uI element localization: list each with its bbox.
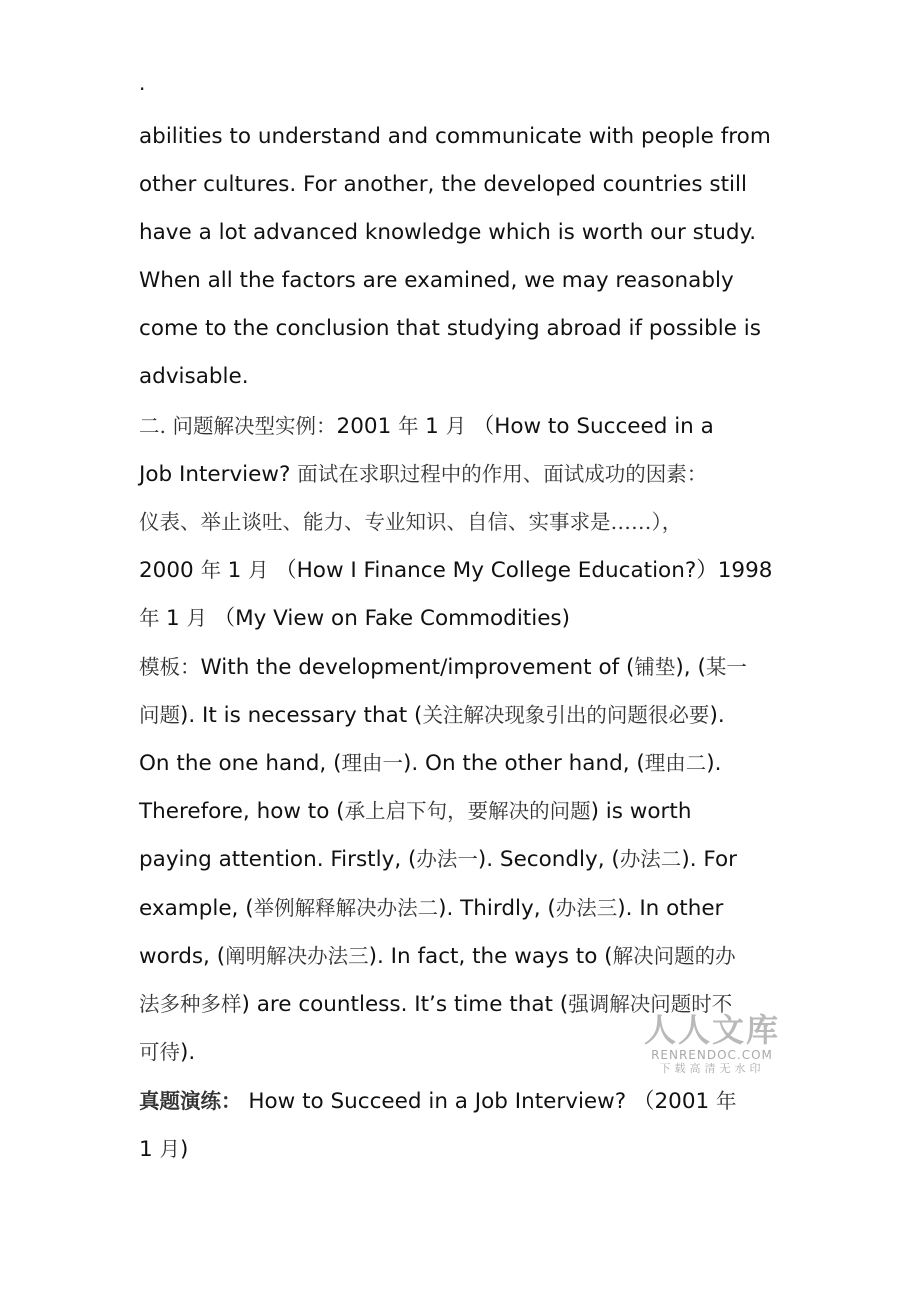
body-line-1 bbox=[139, 122, 789, 152]
text-run: 承上启下句，要解决的问题 bbox=[344, 799, 591, 823]
text-run: ) are countless. It’s time that ( bbox=[241, 992, 569, 1017]
body-line-9 bbox=[139, 507, 789, 538]
text-run: other cultures. For another, the developed countries still bbox=[139, 172, 747, 197]
text-run: 月 bbox=[159, 1137, 181, 1161]
text-run: 1 bbox=[139, 1137, 160, 1162]
text-run: ). For bbox=[681, 847, 737, 872]
template-line-2 bbox=[139, 700, 789, 731]
text-run: 2001 bbox=[336, 414, 399, 439]
text-run: 可待 bbox=[139, 1040, 180, 1064]
text-run: ). bbox=[709, 703, 725, 728]
text-run: 办法二 bbox=[619, 847, 682, 871]
text-run: ), ( bbox=[675, 655, 706, 680]
watermark-logo bbox=[642, 1012, 782, 1076]
body-line-2 bbox=[139, 170, 789, 200]
text-run: ). bbox=[706, 751, 722, 776]
body-line-4 bbox=[139, 266, 789, 296]
body-line-11 bbox=[139, 603, 789, 634]
text-run: example, ( bbox=[139, 896, 254, 921]
body-line-10 bbox=[139, 555, 789, 586]
template-label: 模板： bbox=[139, 655, 201, 679]
page-top-mark: . bbox=[139, 71, 146, 95]
text-run: abilities to understand and communicate with people from bbox=[139, 124, 771, 149]
template-line-1 bbox=[139, 652, 789, 683]
text-run: 举例解释解决办法二 bbox=[253, 896, 439, 920]
text-run: 办法三 bbox=[555, 896, 618, 920]
text-run: （How to Succeed in a bbox=[472, 414, 714, 439]
text-run: Therefore, how to ( bbox=[139, 799, 345, 824]
text-run: 月 bbox=[186, 606, 214, 630]
text-run: 月 bbox=[248, 558, 276, 582]
text-run: have a lot advanced knowledge which is worth our study. bbox=[139, 220, 757, 245]
text-run: 关注解决现象引出的问题很必要 bbox=[422, 703, 710, 727]
text-run: come to the conclusion that studying abroad if possible is bbox=[139, 316, 761, 341]
text-run: 理由一 bbox=[341, 751, 403, 775]
text-run: 面试在求职过程中的作用、面试成功的因素： bbox=[297, 462, 708, 486]
text-run: ). Thirdly, ( bbox=[438, 896, 556, 921]
text-run: 问题 bbox=[139, 703, 180, 727]
text-run: How to Succeed in a Job Interview? （2001 bbox=[241, 1089, 717, 1114]
text-run: 2000 bbox=[139, 558, 201, 583]
text-run: 1 bbox=[166, 606, 187, 631]
template-line-7 bbox=[139, 941, 789, 972]
body-line-5 bbox=[139, 314, 789, 344]
text-run: advisable. bbox=[139, 364, 249, 389]
practice-date-line bbox=[139, 1134, 789, 1165]
watermark-subtitle: 下载高清无水印 bbox=[659, 1062, 765, 1075]
text-run: 年 bbox=[716, 1089, 737, 1113]
text-run: ). It is necessary that ( bbox=[180, 703, 423, 728]
template-line-6 bbox=[139, 893, 789, 924]
body-line-8 bbox=[139, 459, 789, 490]
text-run: ). In fact, the ways to ( bbox=[368, 944, 613, 969]
text-run: On the one hand, ( bbox=[139, 751, 342, 776]
practice-label: 真题演练： bbox=[139, 1089, 242, 1113]
text-run: 强调解决问题时不 bbox=[568, 992, 733, 1016]
text-run: 理由二 bbox=[644, 751, 707, 775]
text-run: ). In other bbox=[617, 896, 724, 921]
text-run: （How I Finance My College Education?）1998 bbox=[275, 558, 773, 583]
text-run: paying attention. Firstly, ( bbox=[139, 847, 417, 872]
template-line-5 bbox=[139, 844, 789, 875]
text-run: ) is worth bbox=[590, 799, 692, 824]
text-run: 阐明解决办法三 bbox=[225, 944, 369, 968]
text-run: ). bbox=[180, 1040, 196, 1065]
text-run: 年 bbox=[139, 606, 167, 630]
text-run: ) bbox=[180, 1137, 189, 1162]
text-run: ). Secondly, ( bbox=[477, 847, 620, 872]
template-line-4 bbox=[139, 796, 789, 827]
body-line-6 bbox=[139, 362, 789, 392]
body-line-3 bbox=[139, 218, 789, 248]
text-run: 法多种多样 bbox=[139, 992, 242, 1016]
text-run: words, ( bbox=[139, 944, 226, 969]
practice-heading-line bbox=[139, 1086, 789, 1117]
section-heading: 二. 问题解决型实例： bbox=[139, 414, 337, 438]
text-run: 年 bbox=[200, 558, 228, 582]
template-line-3 bbox=[139, 748, 789, 779]
text-run: 铺垫 bbox=[634, 655, 676, 679]
text-run: 解决问题的办 bbox=[612, 944, 736, 968]
text-run: 月 bbox=[445, 414, 473, 438]
text-run: ). On the other hand, ( bbox=[402, 751, 645, 776]
text-run: 办法一 bbox=[416, 847, 478, 871]
watermark-title: 人人文库 bbox=[643, 1011, 780, 1049]
text-run: With the development/improvement of ( bbox=[200, 655, 635, 680]
text-run: 仪表、举止谈吐、能力、专业知识、自信、实事求是……）， bbox=[139, 510, 683, 534]
text-run: 1 bbox=[425, 414, 446, 439]
text-run: 年 bbox=[398, 414, 426, 438]
text-run: 某一 bbox=[705, 655, 747, 679]
watermark-url: RENRENDOC.COM bbox=[651, 1048, 773, 1062]
text-run: 1 bbox=[227, 558, 249, 583]
text-run: Job Interview? bbox=[139, 462, 298, 487]
section-heading-line bbox=[139, 411, 789, 442]
text-run: （My View on Fake Commodities) bbox=[213, 606, 571, 631]
text-run: When all the factors are examined, we may reasonably bbox=[139, 268, 734, 293]
